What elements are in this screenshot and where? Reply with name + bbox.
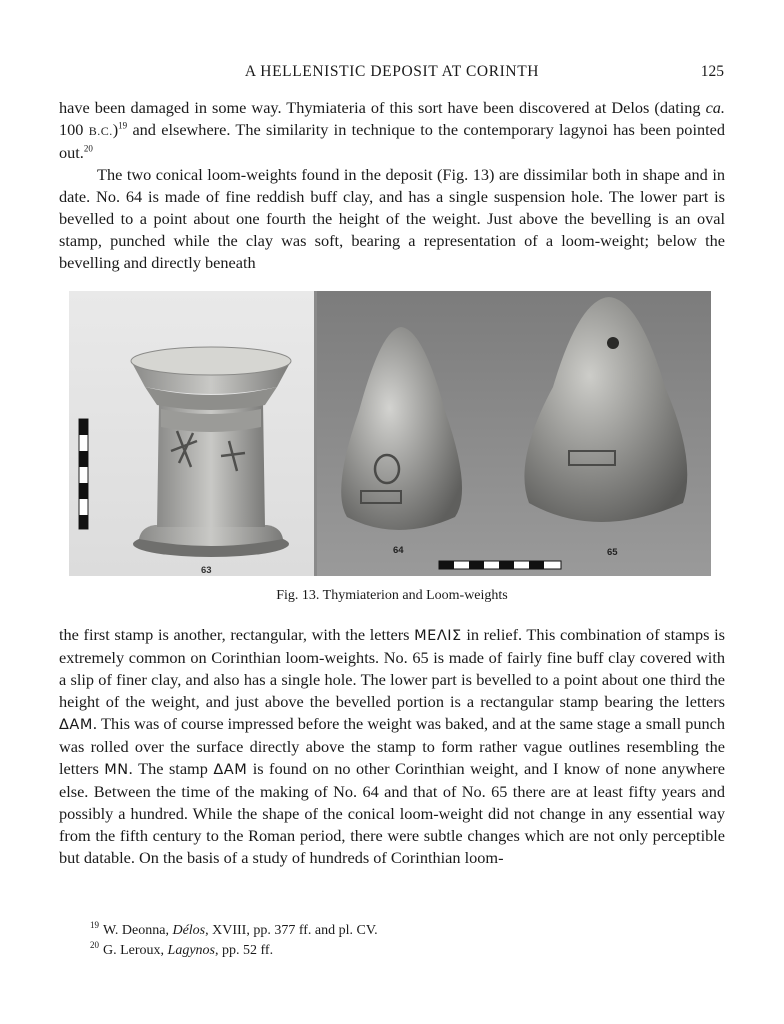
footnote-mark: 20: [90, 940, 99, 951]
footnotes: [90, 921, 730, 961]
text-run: . The stamp: [128, 759, 214, 778]
text-run-italic: ca.: [705, 98, 725, 117]
text-run: W. Deonna,: [103, 923, 173, 938]
footnote-20: [90, 941, 730, 961]
body-text-bottom: [59, 624, 725, 869]
paragraph-1: [59, 97, 725, 164]
photo-loom-weights: [317, 291, 711, 576]
fig-label-65: 65: [607, 547, 618, 558]
figure-caption: Fig. 13. Thymiaterion and Loom-weights: [276, 588, 508, 603]
thymiaterion-illustration: [69, 291, 314, 576]
paragraph-2: The two conical loom-weights found in the deposit (Fig. 13) are dissimilar both in shape and in date. No. 64 is made of fine reddish buff clay, and has a single suspension hole. The lower part is bevelled to a point about one fourth the height of the weight. Just above the bevelling is an oval stamp, punched while the clay was soft, bearing a representation of a loom-weight; below the bevelling and directly beneath: [59, 165, 725, 272]
fig-label-64: 64: [393, 545, 404, 556]
scale-bar-horizontal: [439, 561, 561, 569]
text-run: 100: [59, 120, 89, 139]
body-text-top: [59, 97, 725, 274]
text-run: , pp. 52 ff.: [215, 943, 274, 958]
greek-inscription: ΔΑΜ: [213, 762, 248, 778]
text-run-smallcaps: B.C.: [88, 124, 113, 138]
text-run: the first stamp is another, rectangular, with the letters: [59, 625, 415, 644]
text-run: ): [112, 120, 119, 139]
footnote-mark: 19: [90, 920, 99, 931]
footnote-19: [90, 921, 730, 941]
text-run: is found on no other Corinthian weight, and I know of none anywhere else. Between the time of the making of No. 64 and that of No. 65 there are at least fifty years and possibly a hundred. While the shape of the conical loom-weight did not change in any essential way from the fifth century to the Roman period, there were subtle changes which are not only perceptible but datable. On the basis of a study of hundreds of Corinthian loom-: [59, 759, 725, 867]
fig-label-63: 63: [201, 565, 212, 576]
paragraph-3: [59, 624, 725, 869]
scale-bar-vertical: [79, 419, 88, 529]
photo-thymiaterion: [69, 291, 314, 576]
text-run: have been damaged in some way. Thymiateria of this sort have been discovered at Delos (dating: [59, 98, 706, 117]
text-run: . This was of course impressed before the weight was baked, and at the same stage a small punch was rolled over the surface directly above the stamp to form rather vague outlines resembling the letters: [59, 714, 725, 778]
text-run: and elsewhere. The similarity in technique to the contemporary lagynoi has been pointed out.: [59, 120, 726, 162]
text-run: G. Leroux,: [103, 943, 168, 958]
text-run: in relief. This combination of stamps is extremely common on Corinthian loom-weights. No. 65 is made of fairly fine buff clay covered with a slip of finer clay, and also has a single hole. The lower part is bevelled to a point about one third the height of the weight, and just above the bevelled portion is a rectangular stamp bearing the letters: [59, 625, 725, 711]
loom-weights-illustration: [317, 291, 711, 576]
text-run-italic: Lagynos: [167, 943, 215, 958]
page-number: 125: [700, 63, 724, 80]
footnote-ref: 20: [83, 143, 93, 154]
text-run: , XVIII, pp. 377 ff. and pl. CV.: [205, 923, 378, 938]
greek-inscription: ΔΑΜ: [59, 717, 93, 733]
running-head: [0, 63, 784, 85]
figure-13: [69, 291, 711, 576]
greek-inscription: ΜΝ: [104, 762, 129, 778]
footnote-ref: 19: [118, 120, 128, 131]
text-run-italic: Délos: [172, 923, 206, 938]
running-title: A HELLENISTIC DEPOSIT AT CORINTH: [244, 63, 540, 80]
greek-inscription: ΜΕΛΙΣ: [414, 628, 462, 644]
